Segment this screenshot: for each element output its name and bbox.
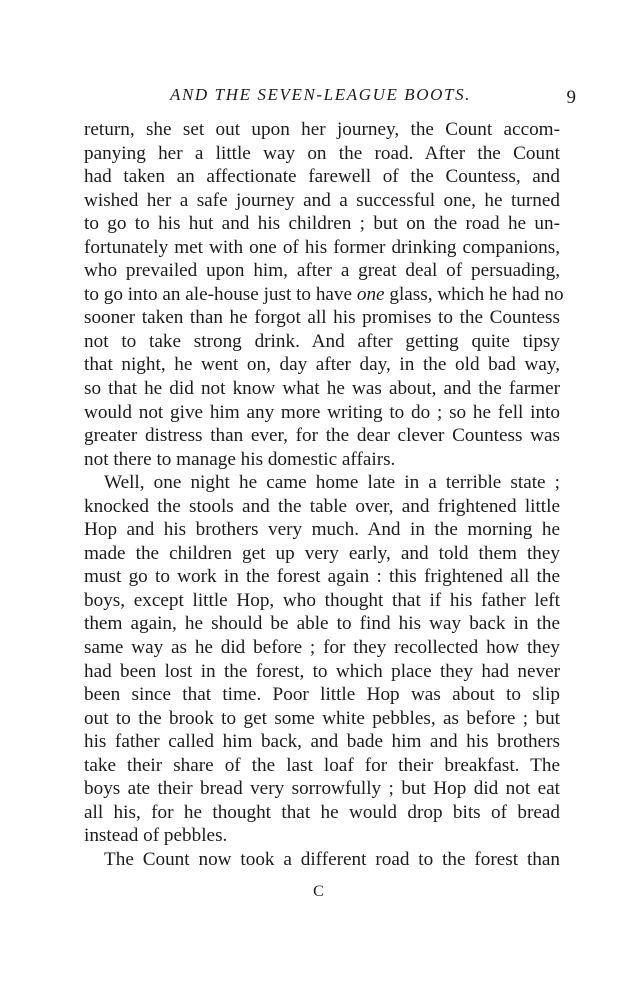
text-line: boys, except little Hop, who thought that if his father left xyxy=(84,589,560,611)
text-line: wished her a safe journey and a successful one, he turned xyxy=(84,189,560,211)
text-line: take their share of the last loaf for their breakfast. The xyxy=(84,754,560,776)
running-head xyxy=(84,85,576,113)
text-line: Hop and his brothers very much. And in the morning he xyxy=(84,519,560,541)
text-line: been since that time. Poor little Hop was about to slip xyxy=(84,684,560,706)
text-line: panying her a little way on the road. After the Count xyxy=(84,142,560,164)
text-line: fortunately met with one of his former drinking companions, xyxy=(84,236,560,258)
text-line: sooner taken than he forgot all his promises to the Countess xyxy=(84,307,560,329)
emphasized-word: one xyxy=(356,283,385,305)
text-line: that night, he went on, day after day, in the old bad way, xyxy=(84,354,560,376)
text-line: all his, for he thought that he would drop bits of bread xyxy=(84,801,560,823)
text-line: so that he did not know what he was about, and the farmer xyxy=(84,378,560,400)
paragraph-end-line: instead of pebbles. xyxy=(84,825,228,847)
text-line: had taken an affectionate farewell of the Countess, and xyxy=(84,166,560,188)
text-line: must go to work in the forest again : this frightened all the xyxy=(84,566,560,588)
text-line: knocked the stools and the table over, and frightened little xyxy=(84,495,560,517)
paragraph-first-line: Well, one night he came home late in a terrible state ; xyxy=(104,472,560,494)
text-line: had been lost in the forest, to which place they had never xyxy=(84,660,560,682)
text-line: who prevailed upon him, after a great deal of persuading, xyxy=(84,260,560,282)
text-line: would not give him any more writing to do ; so he fell into xyxy=(84,401,560,423)
text-line: out to the brook to get some white pebbles, as before ; but xyxy=(84,707,560,729)
text-fragment: to go into an ale-house just to have xyxy=(84,283,353,305)
running-title: AND THE SEVEN-LEAGUE BOOTS. xyxy=(170,85,472,104)
text-line: them again, he should be able to find his way back in the xyxy=(84,613,560,635)
text-line xyxy=(84,283,564,307)
text-line: greater distress than ever, for the dear clever Countess was xyxy=(84,425,560,447)
paragraph-first-line: The Count now took a different road to the forest than xyxy=(104,848,560,870)
text-line: not to take strong drink. And after getting quite tipsy xyxy=(84,330,560,352)
text-fragment: glass, which he had no xyxy=(389,283,564,305)
text-line: his father called him back, and bade him and his brothers xyxy=(84,731,560,753)
signature-mark: C xyxy=(313,883,325,900)
text-line: same way as he did before ; for they recollected how they xyxy=(84,637,560,659)
body-text xyxy=(84,118,564,872)
text-line: to go to his hut and his children ; but on the road he un- xyxy=(84,213,560,235)
text-line: boys ate their bread very sorrowfully ; but Hop did not eat xyxy=(84,778,560,800)
page-number: 9 xyxy=(566,87,576,108)
paragraph-end-line: not there to manage his domestic affairs. xyxy=(84,448,396,470)
text-line: return, she set out upon her journey, the Count accom- xyxy=(84,119,560,140)
text-line: made the children get up very early, and told them they xyxy=(84,542,560,564)
